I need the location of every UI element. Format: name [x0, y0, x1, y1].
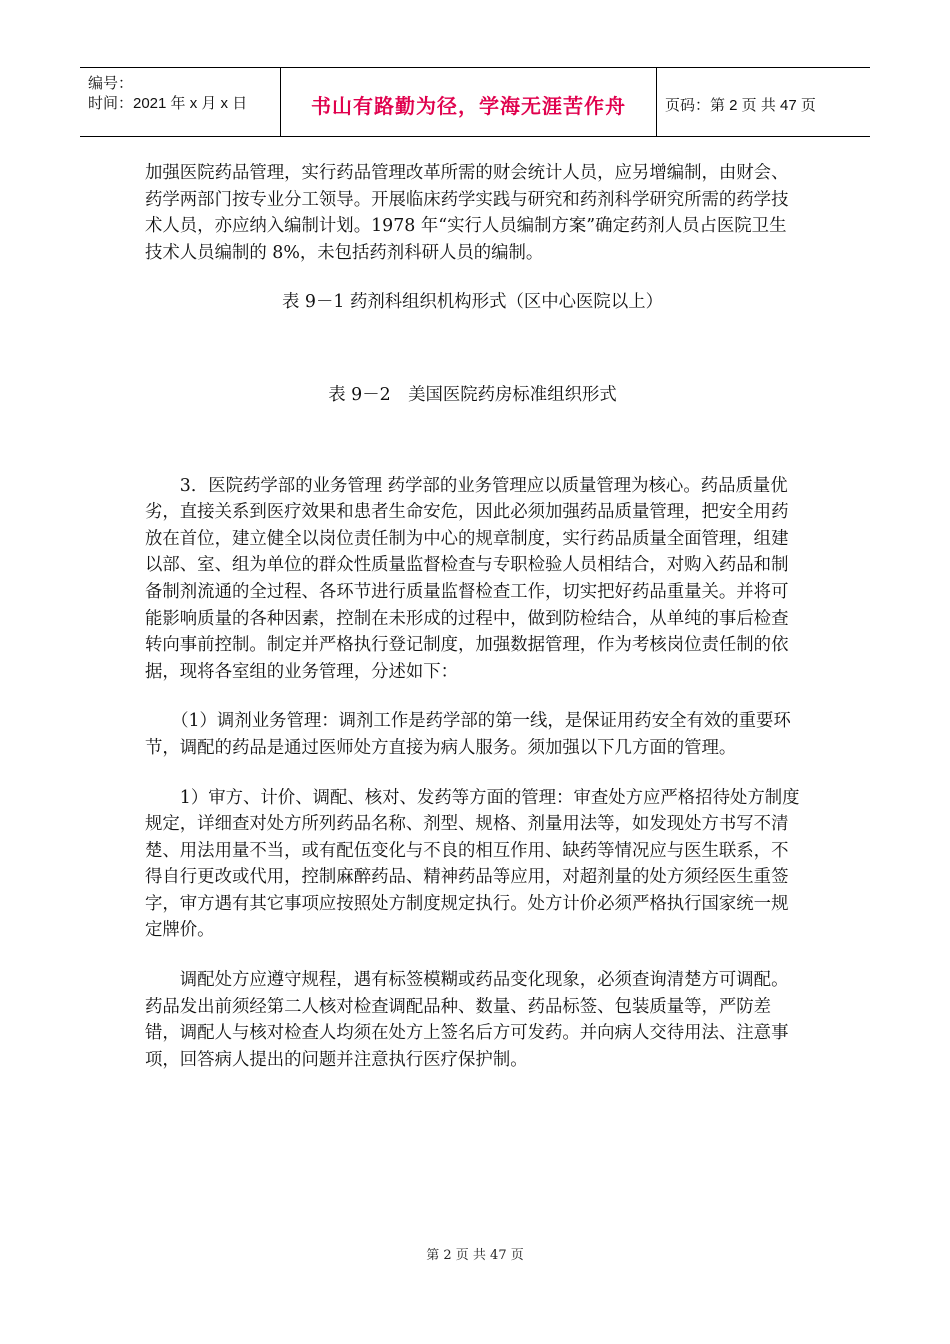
header-page-label: 页码：第 2 页 共 47 页	[665, 96, 816, 114]
paragraph-prescription-review: 1）审方、计价、调配、核对、发药等方面的管理：审查处方应严格招待处方制度规定，详细查对处方所列药品名称、剂型、规格、剂量用法等，如发现处方书写不清楚、用法用量不当，或有配伍变化与不良的相互作用、缺药等情况应与医生联系，不得自行更改或代用，控制麻醉药品、精神药品等应用，对超剂量的处方须经医生重签字，审方遇有其它事项应按照处方制度规定执行。处方计价必须严格执行国家统一规定牌价。	[145, 787, 800, 941]
document-date-label: 时间：2021 年 x 月 x 日	[88, 95, 248, 112]
paragraph-dispensing-rules: 调配处方应遵守规程，遇有标签模糊或药品变化现象，必须查询清楚方可调配。药品发出前须经第二人核对检查调配品种、数量、药品标签、包装质量等，严防差错，调配人与核对检查人均须在处方上签名后方可发药。并向病人交待用法、注意事项，回答病人提出的问题并注意执行医疗保护制。	[145, 970, 789, 1070]
page-header	[80, 67, 870, 137]
header-meta-cell	[80, 68, 281, 136]
paragraph-staffing: 加强医院药品管理，实行药品管理改革所需的财会统计人员，应另增编制，由财会、药学两部门按专业分工领导。开展临床药学实践与研究和药剂科学研究所需的药学技术人员，亦应纳入编制计划。1978 年“实行人员编制方案”确定药剂人员占医院卫生技术人员编制的 8%，未包括药剂科研人员的编制。	[145, 163, 789, 263]
paragraph-business-management: 3．医院药学部的业务管理 药学部的业务管理应以质量管理为核心。药品质量优劣，直接关系到医疗效果和患者生命安危，因此必须加强药品质量管理，把安全用药放在首位，建立健全以岗位责任制为中心的规章制度，实行药品质量全面管理，组建以部、室、组为单位的群众性质量监督检查与专职检验人员相结合，对购入药品和制备制剂流通的全过程、各环节进行质量监督检查工作，切实把好药品重量关。并将可能影响质量的各种因素，控制在未形成的过程中，做到防检结合，从单纯的事后检查转向事前控制。制定并严格执行登记制度，加强数据管理，作为考核岗位责任制的依据，现将各室组的业务管理，分述如下：	[145, 475, 789, 682]
document-body	[145, 160, 800, 1073]
paragraph-dispensing-management: （1）调剂业务管理：调剂工作是药学部的第一线，是保证用药安全有效的重要环节，调配的药品是通过医师处方直接为病人服务。须加强以下几方面的管理。	[145, 711, 791, 758]
document-number-label: 编号：	[88, 75, 134, 92]
table-caption-9-1: 表 9－1 药剂科组织机构形式（区中心医院以上）	[282, 292, 663, 313]
header-motto: 书山有路勤为径，学海无涯苦作舟	[311, 93, 626, 118]
table-caption-9-2: 表 9－2 美国医院药房标准组织形式	[328, 384, 617, 405]
page-footer: 第 2 页 共 47 页	[426, 1248, 524, 1263]
header-motto-cell	[281, 68, 657, 136]
header-page-cell	[657, 68, 870, 136]
